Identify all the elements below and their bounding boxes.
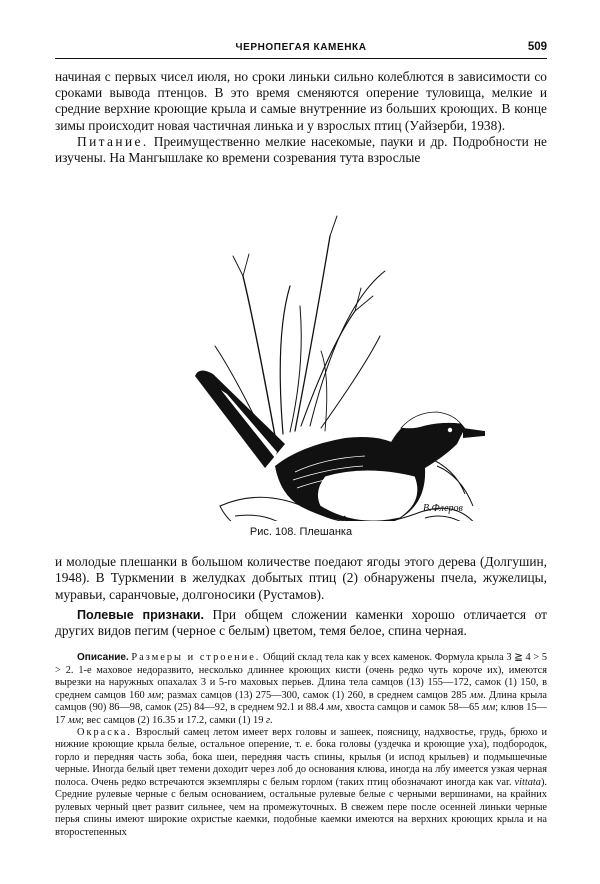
paragraph-food-continued: и молодые плешанки в большом количестве поедают ягоды этого дерева (Долгушин, 1948). В Туркмении в желудках добытых птиц (2) обнаружены пчела, жужелицы, муравьи, саранчовые, долгоносики (Рустамов). <box>55 554 547 602</box>
description-measurements: Описание. Размеры и строение. Общий склад тела как у всех каменок. Формула крыла 3 ≧ 4 > 5 > 2. 1-е маховое недоразвито, несколько длиннее кроющих кисти (очень редко чуть короче их), имеются вырезки на наружных опахалах 3 и 5-го маховых перьев. Длина тела самцов (13) 155—172, самок (1) 150, в среднем самцов 160 мм; размах самцов (13) 275—300, самок (1) 260, в среднем самцов 285 мм. Длина крыла самцов (90) 86—98, самок (25) 84—92, в среднем 92.1 и 88.4 мм, хвоста самцов и самок 58—65 мм; клюв 15—17 мм; вес самцов (2) 16.35 и 17.2, самки (1) 19 г. <box>55 652 548 726</box>
section-lead-field-marks: Полевые признаки. <box>77 607 204 622</box>
description-coloration: Окраска. Взрослый самец летом имеет верх головы и зашеек, поясницу, надхвостье, грудь, брюхо и нижние кроющие крыла белые, остальное оперение, т. е. бока головы (уздечка и кроющие уха), подбородок, горло и передняя часть зоба, бока шеи, передняя часть спины, крылья (и испод крыльев) и подмышечные черные. Иногда белый цвет темени доходит через лоб до основания клюва, иногда на лбу имеется узкая черная полоса. Очень редко встречаются экземпляры с белым горлом (таких птиц обозначают иногда как var. vittata). Средние рулевые черные с белым основанием, остальные рулевые белые с черными вершинами, на крайних рулевых черный цвет развит сильнее, чем на промежуточных. В свежем пере после осенней линьки черные перья спины имеют широкие охристые каемки, подобные каемки имеются на верхних кроющих крыла и на второстепенных <box>55 726 547 838</box>
page-number: 509 <box>527 41 547 53</box>
figure-108 <box>55 174 547 554</box>
bird-illustration <box>125 176 485 521</box>
running-head: ЧЕРНОПЕГАЯ КАМЕНКА <box>235 42 367 53</box>
figure-caption: Рис. 108. Плешанка <box>249 526 353 539</box>
book-page <box>55 40 547 839</box>
section-lead-description: Описание. <box>77 652 129 664</box>
paragraph-molt: начиная с первых чисел июля, но сроки линьки сильно колеблются в зависимости со сроками вывода птенцов. В это время сменяются оперение туловища, мелкие и средние верхние кроющие крыла и самые внутренние из больших кроющих. В конце зимы происходит новая частичная линька и у взрослых птиц (Уайзерби, 1938). <box>55 69 547 133</box>
paragraph-field-marks: Полевые признаки. При общем сложении каменки хорошо отличается от других видов пегим (черное с белым) цветом, темя белое, спина черная. <box>55 606 547 639</box>
section-lead-food: Питание. <box>77 133 149 149</box>
paragraph-food: Питание. Преимущественно мелкие насекомые, пауки и др. Подробности не изучены. На Мангышлаке ко времени созревания тута взрослые <box>55 133 547 166</box>
subsection-coloration: Окраска. <box>77 726 132 738</box>
page-header <box>55 40 547 59</box>
subsection-size-structure: Размеры и строение. <box>131 652 261 664</box>
artist-signature: В.Флеров <box>423 503 463 515</box>
